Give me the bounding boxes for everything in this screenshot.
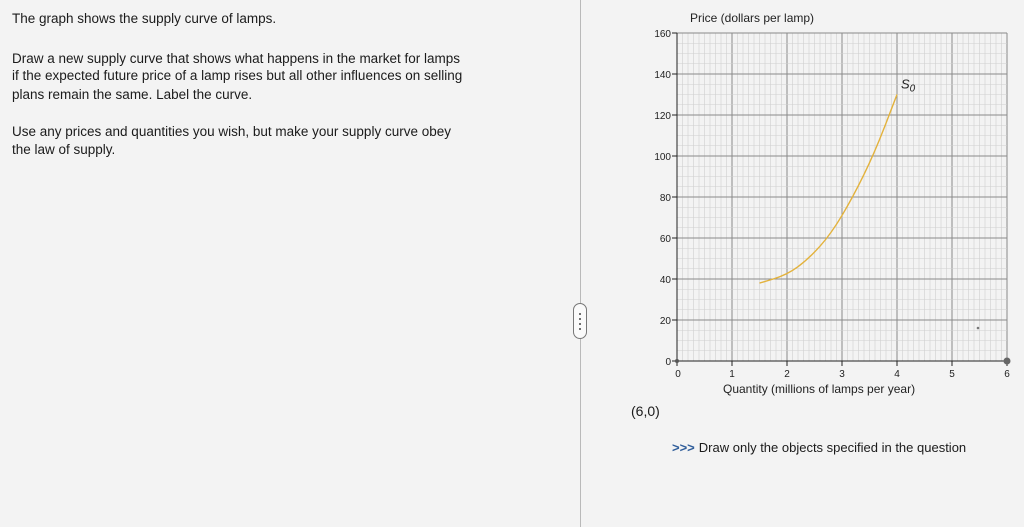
curve-label-letter: S <box>901 76 910 92</box>
instruction-text <box>672 440 966 455</box>
x-tick-label: 2 <box>784 369 790 380</box>
y-tick-label: 100 <box>654 152 671 163</box>
grip-dot-icon <box>579 323 581 325</box>
y-tick-label: 140 <box>654 70 671 81</box>
grip-dot-icon <box>579 313 581 315</box>
instruction-arrows-icon: >>> <box>672 440 695 455</box>
x-tick-label: 3 <box>839 369 845 380</box>
question-intro: The graph shows the supply curve of lamps. <box>12 11 277 26</box>
question-line-4: Use any prices and quantities you wish, but make your supply curve obey <box>12 124 451 139</box>
y-tick-label: 80 <box>659 193 671 204</box>
x-tick-label: 5 <box>949 369 955 380</box>
x-tick-label: 6 <box>1004 369 1010 380</box>
coordinate-readout: (6,0) <box>631 403 660 419</box>
y-tick-label: 160 <box>654 29 671 40</box>
endpoint-marker[interactable] <box>1004 358 1011 365</box>
y-tick-label: 40 <box>659 275 671 286</box>
y-tick-label: 20 <box>659 316 671 327</box>
grid-marker-dot <box>977 327 980 330</box>
instruction-label: Draw only the objects specified in the question <box>698 440 967 455</box>
question-line-2: if the expected future price of a lamp rises but all other influences on selling <box>12 68 463 83</box>
x-axis-title: Quantity (millions of lamps per year) <box>723 382 916 396</box>
x-tick-label: 1 <box>729 369 735 380</box>
curve-label-subscript: 0 <box>909 83 916 95</box>
question-line-1: Draw a new supply curve that shows what happens in the market for lamps <box>12 51 460 66</box>
supply-graph[interactable] <box>620 0 1024 400</box>
question-line-3: plans remain the same. Label the curve. <box>12 87 253 102</box>
pane-divider <box>580 0 581 527</box>
question-line-5: the law of supply. <box>12 142 116 157</box>
x-tick-label: 0 <box>675 369 681 380</box>
graph-grid <box>677 33 1007 361</box>
y-tick-label: 120 <box>654 111 671 122</box>
y-tick-label: 0 <box>665 357 671 368</box>
grip-dot-icon <box>579 328 581 330</box>
grip-dot-icon <box>579 318 581 320</box>
supply-curve-s0[interactable] <box>760 95 898 284</box>
y-axis-title: Price (dollars per lamp) <box>690 11 815 25</box>
y-tick-label: 60 <box>659 234 671 245</box>
x-tick-label: 4 <box>894 369 900 380</box>
pane-resize-handle[interactable] <box>573 303 587 339</box>
origin-point <box>675 359 679 363</box>
